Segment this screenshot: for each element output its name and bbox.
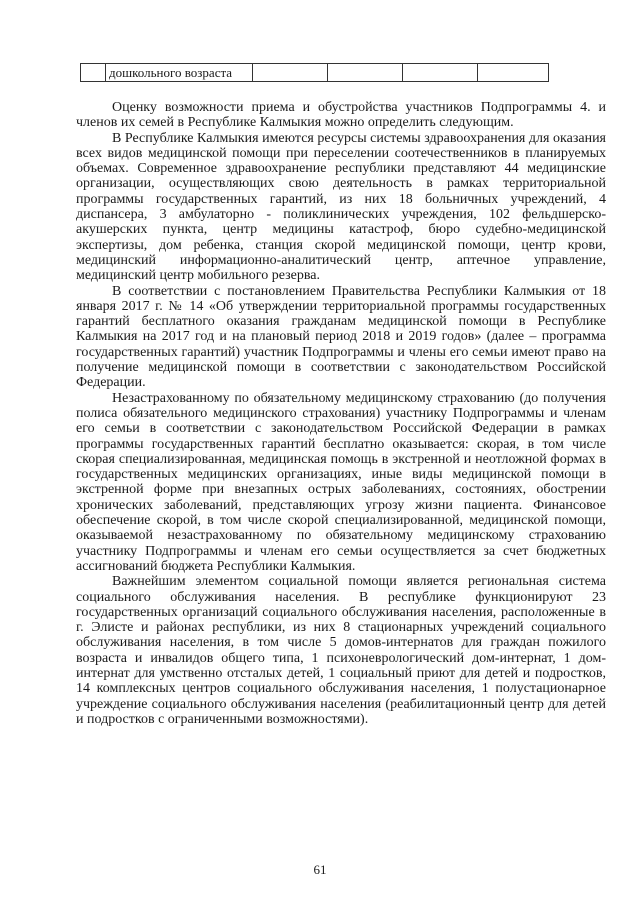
table-cell (253, 64, 328, 82)
paragraph-intro: Оценку возможности приема и обустройства участников Подпрограммы 4. и членов их семей в Республике Калмыкия можно определить следующим. (76, 100, 606, 131)
table-cell (81, 64, 106, 82)
table-cell: дошкольного возраста (106, 64, 253, 82)
table-cell (403, 64, 478, 82)
paragraph-healthcare-resources: В Республике Калмыкия имеются ресурсы системы здравоохранения для оказания всех видов медицинской помощи при переселении соотечественников в планируемых объемах. Современное здравоохранение республики представляют 44 медицинские организации, осуществляющих свою деятельность в рамках территориальной программы государственных гарантий, из них 18 больничных учреждений, 4 диспансера, 3 амбулаторно - поликлинических учреждения, 102 фельдшерско-акушерских пункта, центр медицины катастроф, бюро судебно-медицинской экспертизы, дом ребенка, станция скорой медицинской помощи, центр крови, медицинский информационно-аналитический центр, аптечное управление, медицинский центр мобильного резерва. (76, 130, 606, 284)
continuation-table (80, 63, 549, 82)
paragraph-government-decree: В соответствии с постановлением Правительства Республики Калмыкия от 18 января 2017 г. № 14 «Об утверждении территориальной программы государственных гарантий бесплатного оказания гражданам медицинской помощи в Республике Калмыкия на 2017 год и на плановый период 2018 и 2019 годов» (далее – программа государственных гарантий) участник Подпрограммы и члены его семьи имеют право на получение медицинской помощи в соответствии с законодательством Российской Федерации. (76, 283, 606, 391)
paragraph-uninsured-care: Незастрахованному по обязательному медицинскому страхованию (до получения полиса обязательного медицинского страхования) участнику Подпрограммы и членам его семьи в соответствии с законодательством Российской Федерации в рамках программы государственных гарантий бесплатно оказывается: скорая, в том числе скорая специализированная, медицинская помощь в экстренной и неотложной формах в государственных медицинских организациях, иные виды медицинской помощи в экстренной форме при внезапных острых заболеваниях, состояниях, обострении хронических заболеваний, представляющих угрозу жизни пациента. Финансовое обеспечение скорой, в том числе скорой специализированной, медицинской помощи, оказываемой незастрахованному по обязательному медицинскому страхованию участнику Подпрограммы и членам его семьи осуществляется за счет бюджетных ассигнований бюджета Республики Калмыкия. (76, 390, 606, 574)
table-cell (478, 64, 549, 82)
page-number: 61 (313, 862, 327, 877)
table-cell (328, 64, 403, 82)
table-row (81, 64, 549, 82)
body-text (76, 100, 606, 727)
paragraph-social-services: Важнейшим элементом социальной помощи является региональная система социального обслуживания населения. В республике функционируют 23 государственных организаций социального обслуживания населения, расположенные в г. Элисте и районах республики, из них 8 стационарных учреждений социального обслуживания населения, в том числе 5 домов-интернатов для граждан пожилого возраста и инвалидов общего типа, 1 психоневрологический дом-интернат, 1 дом-интернат для умственно отсталых детей, 1 социальный приют для детей и подростков, 14 комплексных центров социального обслуживания населения, 1 полустационарное учреждение социального обслуживания населения (реабилитационный центр для детей и подростков с ограниченными возможностями). (76, 574, 606, 727)
